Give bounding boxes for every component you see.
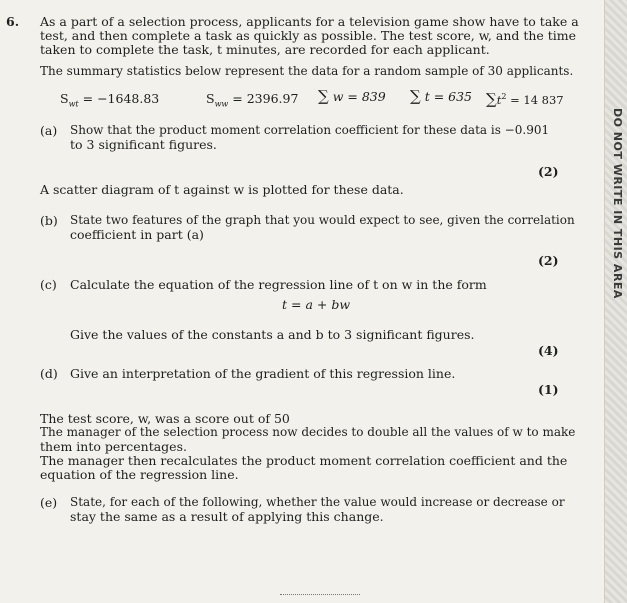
pencil-scribble [280,594,360,601]
part-d-label: (d) [40,366,58,381]
info-line-5: equation of the regression line. [40,467,239,482]
part-c-text-1: Calculate the equation of the regression line of t on w in the form [70,277,487,292]
info-line-3: them into percentages. [40,439,187,454]
part-c-text-2: Give the values of the constants a and b to 3 significant figures. [70,327,475,342]
part-b-marks: (2) [538,253,559,268]
stat-sum-t2: $\sum t^2 = 14$ 837 [486,89,564,108]
part-b-text-1: State two features of the graph that you would expect to see, given the correlation [70,213,575,227]
stat-sum-w: ∑ w = 839 [318,87,386,105]
question-number: 6. [6,14,20,29]
scatter-note: A scatter diagram of t against w is plotted for these data. [40,182,404,197]
part-a-marks: (2) [538,164,559,179]
intro-line-3: taken to complete the task, t minutes, are recorded for each applicant. [40,42,490,57]
part-c-formula: t = a + bw [282,297,351,312]
info-line-2: The manager of the selection process now decides to double all the values of w to make [40,425,576,439]
margin-warning-text: DO NOT WRITE IN THIS AREA [611,108,624,299]
part-e-text-2: stay the same as a result of applying this change. [70,509,384,524]
part-c-marks: (4) [538,343,559,358]
part-a-text-2: to 3 significant figures. [70,137,217,152]
part-e-text-1: State, for each of the following, whether the value would increase or decrease or [70,495,565,509]
part-a-text-1: Show that the product moment correlation coefficient for these data is −0.901 [70,123,550,137]
stat-sum-t: ∑ t = 635 [410,87,473,105]
part-d-text-1: Give an interpretation of the gradient of this regression line. [70,366,456,381]
part-c-label: (c) [40,277,57,292]
part-b-label: (b) [40,213,58,228]
intro-line-2: test, and then complete a task as quickly as possible. The test score, w, and the time [40,28,577,43]
part-e-label: (e) [40,495,58,510]
part-a-label: (a) [40,123,58,138]
summary-line: The summary statistics below represent the data for a random sample of 30 applicants. [40,64,574,78]
info-line-4: The manager then recalculates the product moment correlation coefficient and the [40,453,568,468]
stat-swt: $S_{wt} = -1648.83$ [60,91,160,109]
intro-line-1: As a part of a selection process, applicants for a television game show have to take a [40,14,579,29]
info-line-1: The test score, w, was a score out of 50 [40,411,290,426]
part-b-text-2: coefficient in part (a) [70,227,204,242]
part-d-marks: (1) [538,382,559,397]
margin-warning-strip [604,0,627,603]
stat-sww: $S_{ww} = 2396.97$ [206,91,299,109]
